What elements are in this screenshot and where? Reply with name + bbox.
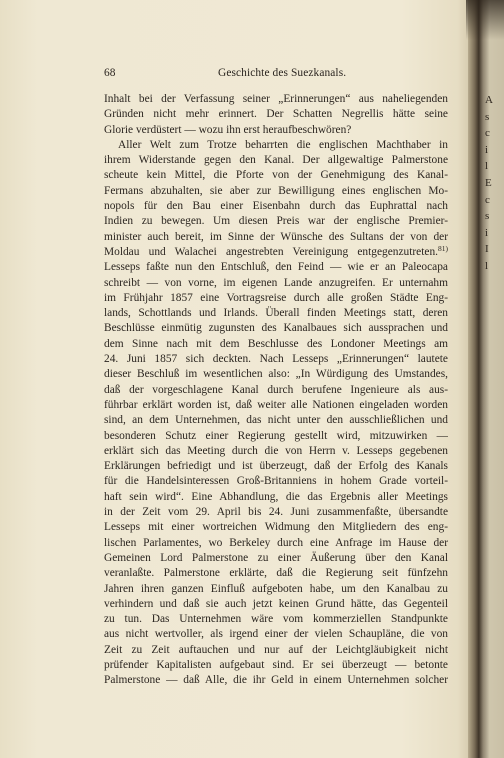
text-line-content: Fermans abzuhalten, sie aber zur Bewilligung eines englischen Mo-	[104, 184, 448, 197]
text-line	[104, 214, 448, 229]
facing-page-letter: s	[485, 110, 490, 123]
text-line-content: scheute kein Mittel, die Pforte von der Genehmigung des Kanal-	[104, 169, 448, 182]
text-line-content: aus nicht wertvoller, als irgend einer der vielen Schaupläne, die von	[104, 628, 448, 641]
text-line-content: Beschlüsse einmütig zugunsten des Kanalbaues sich aussprachen und	[104, 322, 448, 335]
text-line	[104, 398, 448, 413]
text-line	[104, 551, 448, 566]
text-line-content: veranlaßte. Palmerstone erklärte, daß die Regierung seit fünfzehn	[104, 567, 448, 580]
text-line-content: Gemeinen Lord Palmerstone zu einer Äußerung über den Kanal	[104, 551, 448, 564]
text-line-content: Erklärungen befriedigt und ist überzeugt, daß der Erfolg des Kanals	[104, 460, 448, 473]
text-line	[104, 520, 448, 535]
text-line-content: Jahren ihren ganzen Einfluß aufgeboten habe, um den Kanalbau zu	[104, 582, 448, 595]
text-line	[104, 153, 448, 168]
text-line-content: Inhalt bei der Verfassung seiner „Erinnerungen“ aus naheliegenden	[104, 93, 448, 105]
text-line-content: für die Handelsinteressen Groß-Britanniens in hohem Grade vorteil-	[104, 475, 448, 488]
facing-page-letter: c	[485, 127, 490, 140]
text-line-content: lands, Schottlands und Irlands. Überall finden Meetings statt, deren	[104, 307, 448, 320]
text-line	[104, 321, 448, 336]
text-line	[104, 536, 448, 551]
text-line	[104, 658, 448, 673]
text-line	[104, 230, 448, 245]
text-line	[104, 138, 448, 153]
text-line-content: daß der vorgeschlagene Kanal durch berufene Ingenieure als aus-	[104, 383, 448, 396]
facing-page-letter: i	[485, 143, 489, 156]
text-line-content: Indien zu bewegen. Um diesen Preis war der englische Premier-	[104, 215, 448, 228]
page-number: 68	[104, 67, 116, 79]
gutter-shadow	[466, 0, 504, 40]
facing-page-letter: i	[485, 226, 489, 239]
facing-page-letter: c	[485, 193, 490, 206]
text-line-content: schreibt — von vorne, im eigenen Lande anzugreifen. Er unternahm	[104, 276, 448, 289]
facing-page-letter: I	[485, 243, 489, 256]
text-line	[104, 245, 448, 260]
text-line	[104, 184, 448, 199]
text-line-content: Lesseps mit einer wortreichen Widmung den Mitgliedern des eng-	[104, 521, 448, 534]
facing-page-letter: E	[485, 176, 492, 189]
text-line-content: lischen Parlamentes, wo Berkeley durch eine Anfrage im Hause der	[104, 536, 448, 549]
text-line	[104, 429, 448, 444]
text-line	[104, 505, 448, 520]
text-line	[104, 276, 448, 291]
text-line	[104, 474, 448, 489]
text-line	[104, 383, 448, 398]
text-line-content: besonderen Schutz einer Regierung gestellt wird, mitzuwirken —	[104, 429, 448, 442]
text-line-content: erklärt sich das Meeting durch die von Herrn v. Lesseps gegebenen	[104, 444, 448, 457]
text-line	[104, 123, 448, 138]
text-line-content: verhindern und daß sie auch jetzt keinen Grund hätte, das Gegenteil	[104, 597, 448, 610]
facing-page-letter: l	[485, 160, 489, 173]
text-line	[104, 168, 448, 183]
text-line	[104, 459, 448, 474]
text-line	[104, 337, 448, 352]
text-line-content: minister auch bereit, im Sinne der Wünsche des Sultans der von der	[104, 230, 448, 243]
text-line-content: Gründen nicht mehr erinnert. Der Schatten Negrellis hätte seine	[104, 108, 448, 121]
text-line	[104, 306, 448, 321]
text-line	[104, 643, 448, 658]
footnote-marker: 81)	[438, 244, 448, 253]
text-line	[104, 673, 448, 688]
text-line-content: dem Sinne nach mit dem Beschlusse des Londoner Meetings am	[104, 337, 448, 350]
text-line-content: 24. Juni 1857 sich deckten. Nach Lesseps „Erinnerungen“ lautete	[104, 353, 448, 366]
text-line-content: prüfender Kapitalisten aufgebaut sind. Er sei überzeugt — betonte	[104, 658, 448, 671]
facing-page-edge-text	[485, 92, 503, 275]
text-line	[104, 490, 448, 505]
text-line-content: nopols für den Bau einer Eisenbahn durch das Euphrattal nach	[104, 200, 448, 213]
text-line	[104, 260, 448, 275]
facing-page-letter: s	[485, 210, 490, 223]
text-line	[104, 597, 448, 612]
text-line	[104, 107, 448, 122]
text-line-content: haft sein wird“. Eine Abhandlung, die das Ergebnis aller Meetings	[104, 490, 448, 503]
text-line-content: Palmerstone — daß Alle, die ihr Geld in einem Unternehmen solcher	[104, 674, 448, 687]
text-line	[104, 413, 448, 428]
text-line	[104, 291, 448, 306]
text-line-content: Moldau und Walachei angestrebten Vereinigung entgegenzutreten.	[104, 245, 438, 258]
text-line-content: sind, an dem Unternehmen, das nicht unter den ausschließlichen und	[104, 414, 448, 427]
text-line-content: Glorie verdüstert — wozu ihn erst heraufbeschwören?	[104, 123, 352, 136]
text-line-content: Zeit zu Zeit auftauchen und nur auf der Leichtgläubigkeit nicht	[104, 643, 448, 656]
text-line	[104, 566, 448, 581]
facing-page-letter: l	[485, 259, 489, 272]
text-line-content: im Frühjahr 1857 eine Vortragsreise durch alle großen Städte Eng-	[104, 291, 448, 304]
text-line-content: zu tun. Das Unternehmen wäre vom kommerziellen Standpunkte	[104, 613, 448, 626]
facing-page-letter: A	[485, 94, 493, 106]
text-line	[104, 367, 448, 382]
text-line	[104, 444, 448, 459]
text-line	[104, 627, 448, 642]
text-line-content: Lesseps faßte nun den Entschluß, den Feind — wie er an Paleocapa	[104, 261, 448, 274]
running-title: Geschichte des Suezkanals.	[218, 67, 347, 79]
text-line	[104, 612, 448, 627]
text-line-content: ihrem Widerstande gegen den Kanal. Der allgewaltige Palmerstone	[104, 154, 448, 167]
text-line	[104, 352, 448, 367]
text-line	[104, 199, 448, 214]
body-text	[104, 92, 448, 689]
text-line-content: dieser Beschluß im wesentlichen also: „In Würdigung des Umstandes,	[104, 368, 448, 381]
text-line-content: Aller Welt zum Trotze beharrten die englischen Machthaber in	[118, 138, 448, 151]
text-line	[104, 92, 448, 107]
text-line-content: in der Zeit vom 29. April bis 24. Juni zusammenfaßte, übersandte	[104, 506, 448, 519]
text-line	[104, 582, 448, 597]
text-line-content: führbar erklärt worden ist, daß weiter alle Nationen eingeladen worden	[104, 398, 448, 411]
